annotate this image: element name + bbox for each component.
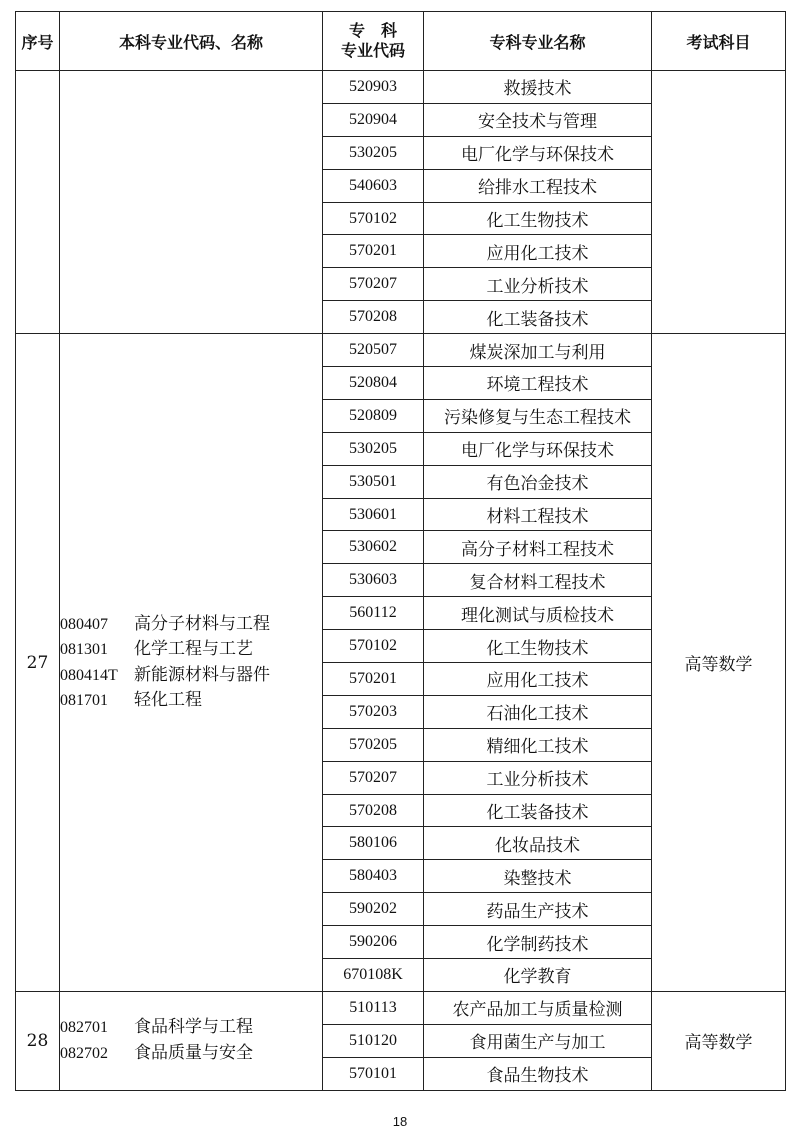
table-row <box>16 334 786 367</box>
college-major-code: 520809 <box>323 399 424 432</box>
seq-cell: 28 <box>16 991 60 1090</box>
college-major-code: 520903 <box>323 71 424 104</box>
bachelor-majors-cell <box>60 71 323 334</box>
college-major-code: 580403 <box>323 860 424 893</box>
seq-cell <box>16 71 60 334</box>
exam-subject: 高等数学 <box>652 334 786 992</box>
table-body <box>16 71 786 1091</box>
bachelor-major-code: 081701 <box>60 692 108 710</box>
college-major-name: 化学制药技术 <box>424 926 652 959</box>
college-major-name: 药品生产技术 <box>424 893 652 926</box>
college-major-code: 530602 <box>323 531 424 564</box>
college-major-name: 工业分析技术 <box>424 761 652 794</box>
college-major-code: 510120 <box>323 1024 424 1057</box>
college-major-code: 570102 <box>323 202 424 235</box>
college-major-code: 530501 <box>323 465 424 498</box>
college-major-code: 530601 <box>323 498 424 531</box>
major-table <box>15 11 786 1091</box>
college-major-code: 570201 <box>323 235 424 268</box>
college-major-name: 农产品加工与质量检测 <box>424 991 652 1024</box>
college-major-name: 精细化工技术 <box>424 728 652 761</box>
bachelor-major <box>60 663 322 689</box>
bachelor-major-code: 082701 <box>60 1019 108 1037</box>
header-seq: 序号 <box>16 12 60 71</box>
college-major-code: 520904 <box>323 103 424 136</box>
bachelor-major <box>60 1015 322 1041</box>
college-major-name: 化工生物技术 <box>424 202 652 235</box>
college-major-name: 染整技术 <box>424 860 652 893</box>
college-major-name: 食用菌生产与加工 <box>424 1024 652 1057</box>
page-number: 18 <box>392 1114 408 1129</box>
college-major-code: 570208 <box>323 794 424 827</box>
college-major-code: 520804 <box>323 367 424 400</box>
college-major-code: 570208 <box>323 301 424 334</box>
bachelor-major-code: 080414T <box>60 666 118 684</box>
bachelor-major <box>60 612 322 638</box>
bachelor-majors-cell <box>60 334 323 992</box>
college-major-name: 化工生物技术 <box>424 630 652 663</box>
college-major-name: 安全技术与管理 <box>424 103 652 136</box>
header-name: 专科专业名称 <box>424 12 652 71</box>
college-major-name: 化工装备技术 <box>424 301 652 334</box>
college-major-name: 给排水工程技术 <box>424 169 652 202</box>
college-major-code: 540603 <box>323 169 424 202</box>
college-major-code: 520507 <box>323 334 424 367</box>
header-code-line1: 专 科 <box>348 21 397 40</box>
bachelor-major <box>60 637 322 663</box>
college-major-name: 污染修复与生态工程技术 <box>424 399 652 432</box>
bachelor-major-name: 高分子材料与工程 <box>134 613 270 634</box>
bachelor-major <box>60 1041 322 1067</box>
college-major-code: 510113 <box>323 991 424 1024</box>
college-major-name: 电厂化学与环保技术 <box>424 136 652 169</box>
college-major-code: 570101 <box>323 1057 424 1090</box>
header-exam: 考试科目 <box>652 12 786 71</box>
college-major-name: 电厂化学与环保技术 <box>424 432 652 465</box>
header-bachelor: 本科专业代码、名称 <box>60 12 323 71</box>
college-major-name: 有色冶金技术 <box>424 465 652 498</box>
college-major-code: 530603 <box>323 564 424 597</box>
bachelor-major <box>60 688 322 714</box>
college-major-code: 580106 <box>323 827 424 860</box>
bachelor-majors-cell <box>60 991 323 1090</box>
college-major-code: 590206 <box>323 926 424 959</box>
college-major-code: 670108K <box>323 959 424 992</box>
college-major-name: 石油化工技术 <box>424 695 652 728</box>
college-major-code: 570207 <box>323 761 424 794</box>
college-major-name: 环境工程技术 <box>424 367 652 400</box>
table-row <box>16 71 786 104</box>
bachelor-major-code: 081301 <box>60 641 108 659</box>
college-major-code: 570205 <box>323 728 424 761</box>
college-major-code: 570203 <box>323 695 424 728</box>
college-major-name: 化工装备技术 <box>424 794 652 827</box>
college-major-name: 化学教育 <box>424 959 652 992</box>
college-major-name: 高分子材料工程技术 <box>424 531 652 564</box>
college-major-name: 工业分析技术 <box>424 268 652 301</box>
header-row <box>16 12 786 71</box>
college-major-code: 590202 <box>323 893 424 926</box>
college-major-name: 煤炭深加工与利用 <box>424 334 652 367</box>
college-major-code: 570207 <box>323 268 424 301</box>
college-major-code: 530205 <box>323 136 424 169</box>
bachelor-major-code: 080407 <box>60 615 108 633</box>
header-code-line2: 专业代码 <box>340 41 405 60</box>
bachelor-major-name: 化学工程与工艺 <box>134 639 253 660</box>
college-major-code: 570102 <box>323 630 424 663</box>
bachelor-major-name: 新能源材料与器件 <box>134 664 270 685</box>
exam-subject: 高等数学 <box>652 991 786 1090</box>
table-row <box>16 991 786 1024</box>
college-major-code: 570201 <box>323 663 424 696</box>
bachelor-major-name: 轻化工程 <box>134 690 202 711</box>
college-major-name: 复合材料工程技术 <box>424 564 652 597</box>
exam-subject <box>652 71 786 334</box>
college-major-name: 应用化工技术 <box>424 235 652 268</box>
college-major-name: 应用化工技术 <box>424 663 652 696</box>
bachelor-major-name: 食品科学与工程 <box>134 1017 253 1038</box>
college-major-name: 化妆品技术 <box>424 827 652 860</box>
seq-cell: 27 <box>16 334 60 992</box>
college-major-name: 理化测试与质检技术 <box>424 597 652 630</box>
college-major-name: 材料工程技术 <box>424 498 652 531</box>
college-major-name: 救援技术 <box>424 71 652 104</box>
bachelor-major-code: 082702 <box>60 1044 108 1062</box>
college-major-code: 560112 <box>323 597 424 630</box>
bachelor-major-name: 食品质量与安全 <box>134 1042 253 1063</box>
college-major-name: 食品生物技术 <box>424 1057 652 1090</box>
header-code <box>323 12 424 71</box>
college-major-code: 530205 <box>323 432 424 465</box>
